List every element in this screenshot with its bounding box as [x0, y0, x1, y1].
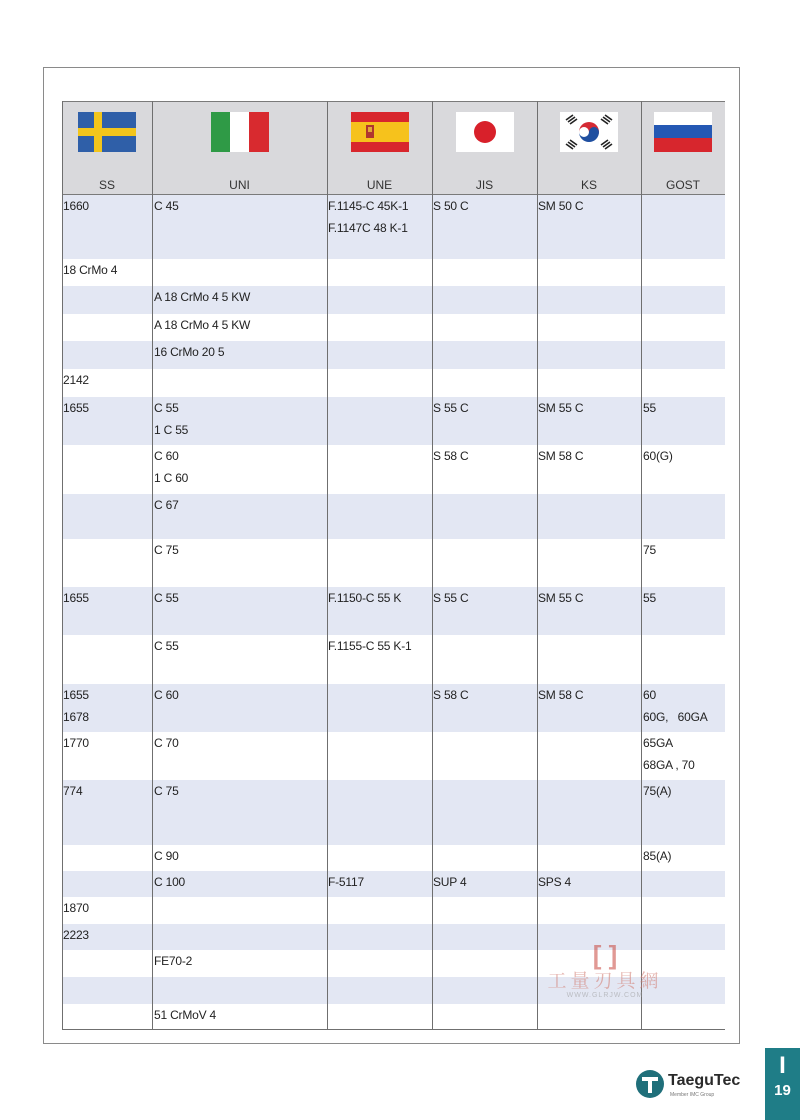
table-row	[62, 732, 725, 780]
cell-ss: 18 CrMo 4	[63, 263, 118, 277]
table-row	[62, 259, 725, 286]
cell-une: F.1145-C 45K-1 F.1147C 48 K-1	[328, 199, 409, 235]
cell-uni: C 75	[154, 784, 179, 798]
brand-subtitle: Member IMC Group	[670, 1092, 715, 1098]
cell-uni: C 55	[154, 639, 179, 653]
table-bottom-border	[62, 1029, 725, 1030]
column-divider	[327, 101, 328, 1030]
column-header-jis	[432, 102, 537, 194]
italy-flag-icon	[211, 112, 269, 152]
column-divider	[152, 101, 153, 1030]
column-header-ss	[62, 102, 152, 194]
cell-ss: 1870	[63, 901, 89, 915]
cell-une: F.1150-C 55 K	[328, 591, 402, 605]
table-row	[62, 397, 725, 445]
cell-jis: S 58 C	[433, 688, 469, 702]
table-row	[62, 897, 725, 924]
column-header-une	[327, 102, 432, 194]
cell-gost: 75	[643, 543, 656, 557]
column-header-ks	[537, 102, 641, 194]
column-divider	[62, 101, 63, 1030]
table-row	[62, 314, 725, 342]
cell-uni: A 18 CrMo 4 5 KW	[154, 318, 251, 332]
cell-uni: C 67	[154, 498, 179, 512]
japan-flag-icon	[456, 112, 514, 152]
cell-ks: SM 58 C	[538, 449, 584, 463]
cell-gost: 55	[643, 401, 656, 415]
column-divider	[537, 101, 538, 1030]
cell-uni: 51 CrMoV 4	[154, 1008, 217, 1022]
cell-ks: SM 50 C	[538, 199, 584, 213]
cell-jis: S 58 C	[433, 449, 469, 463]
cell-gost: 85(A)	[643, 849, 672, 863]
cell-gost: 60 60G, 60GA	[643, 688, 708, 724]
table-row	[62, 195, 725, 259]
cell-ss: 774	[63, 784, 83, 798]
cell-gost: 55	[643, 591, 656, 605]
cell-ss: 2223	[63, 928, 89, 942]
cell-ks: SM 58 C	[538, 688, 584, 702]
cell-une: F-5117	[328, 875, 364, 889]
column-label: JIS	[475, 178, 494, 192]
korea-flag-icon	[560, 112, 618, 152]
brand-name: TaeguTec	[668, 1072, 741, 1089]
column-divider	[432, 101, 433, 1030]
cell-uni: C 70	[154, 736, 179, 750]
cell-uni: C 90	[154, 849, 179, 863]
cell-uni: C 100	[154, 875, 186, 889]
table-row	[62, 286, 725, 314]
page-tab	[765, 1048, 800, 1120]
cell-uni: C 60	[154, 688, 179, 702]
cell-uni: C 75	[154, 543, 179, 557]
column-label: UNE	[366, 178, 393, 192]
table-row	[62, 494, 725, 539]
cell-ss: 1655	[63, 401, 89, 415]
column-divider	[641, 101, 642, 1030]
watermark-logo-icon: [ ]	[592, 940, 618, 970]
column-header-uni	[152, 102, 327, 194]
cell-uni: FE70-2	[154, 954, 193, 968]
table-row	[62, 871, 725, 897]
cell-ss: 2142	[63, 373, 89, 387]
cell-jis: S 50 C	[433, 199, 469, 213]
page-number: 19	[774, 1082, 791, 1099]
cell-gost: 65GA 68GA , 70	[643, 736, 695, 772]
table-header	[62, 101, 725, 195]
table-row	[62, 587, 725, 635]
column-label: UNI	[229, 178, 250, 192]
cell-ks: SM 55 C	[538, 401, 584, 415]
brand-logo	[636, 1068, 754, 1102]
taegutec-logo-icon	[636, 1070, 664, 1098]
spain-flag-icon	[351, 112, 409, 152]
watermark-text: 工量刃具網	[547, 970, 663, 992]
section-letter: I	[779, 1052, 786, 1079]
table-row	[62, 684, 725, 732]
sweden-flag-icon	[78, 112, 136, 152]
cell-ks: SPS 4	[538, 875, 572, 889]
cell-uni: C 60 1 C 60	[154, 449, 189, 485]
watermark-url: WWW.GLRJW.COM	[566, 992, 644, 999]
column-label: GOST	[665, 178, 700, 192]
cell-uni: C 55 1 C 55	[154, 401, 189, 437]
table-row	[62, 780, 725, 845]
cell-ss: 1655 1678	[63, 688, 89, 724]
cell-gost: 75(A)	[643, 784, 672, 798]
column-label: KS	[580, 178, 597, 192]
cell-jis: S 55 C	[433, 591, 469, 605]
cell-uni: C 45	[154, 199, 179, 213]
table-row	[62, 539, 725, 587]
cell-uni: C 55	[154, 591, 179, 605]
cell-ss: 1770	[63, 736, 89, 750]
table-row	[62, 341, 725, 369]
table-row	[62, 445, 725, 494]
cell-ss: 1655	[63, 591, 89, 605]
cell-ks: SM 55 C	[538, 591, 584, 605]
cell-ss: 1660	[63, 199, 89, 213]
cell-jis: SUP 4	[433, 875, 467, 889]
table-row	[62, 635, 725, 684]
cell-uni: 16 CrMo 20 5	[154, 345, 225, 359]
column-header-gost	[641, 102, 725, 194]
cell-uni: A 18 CrMo 4 5 KW	[154, 290, 251, 304]
table-row	[62, 369, 725, 397]
table-row	[62, 845, 725, 871]
russia-flag-icon	[654, 112, 712, 152]
cell-une: F.1155-C 55 K-1	[328, 639, 412, 653]
cell-jis: S 55 C	[433, 401, 469, 415]
watermark	[530, 940, 680, 1010]
cell-gost: 60(G)	[643, 449, 673, 463]
column-label: SS	[98, 178, 115, 192]
